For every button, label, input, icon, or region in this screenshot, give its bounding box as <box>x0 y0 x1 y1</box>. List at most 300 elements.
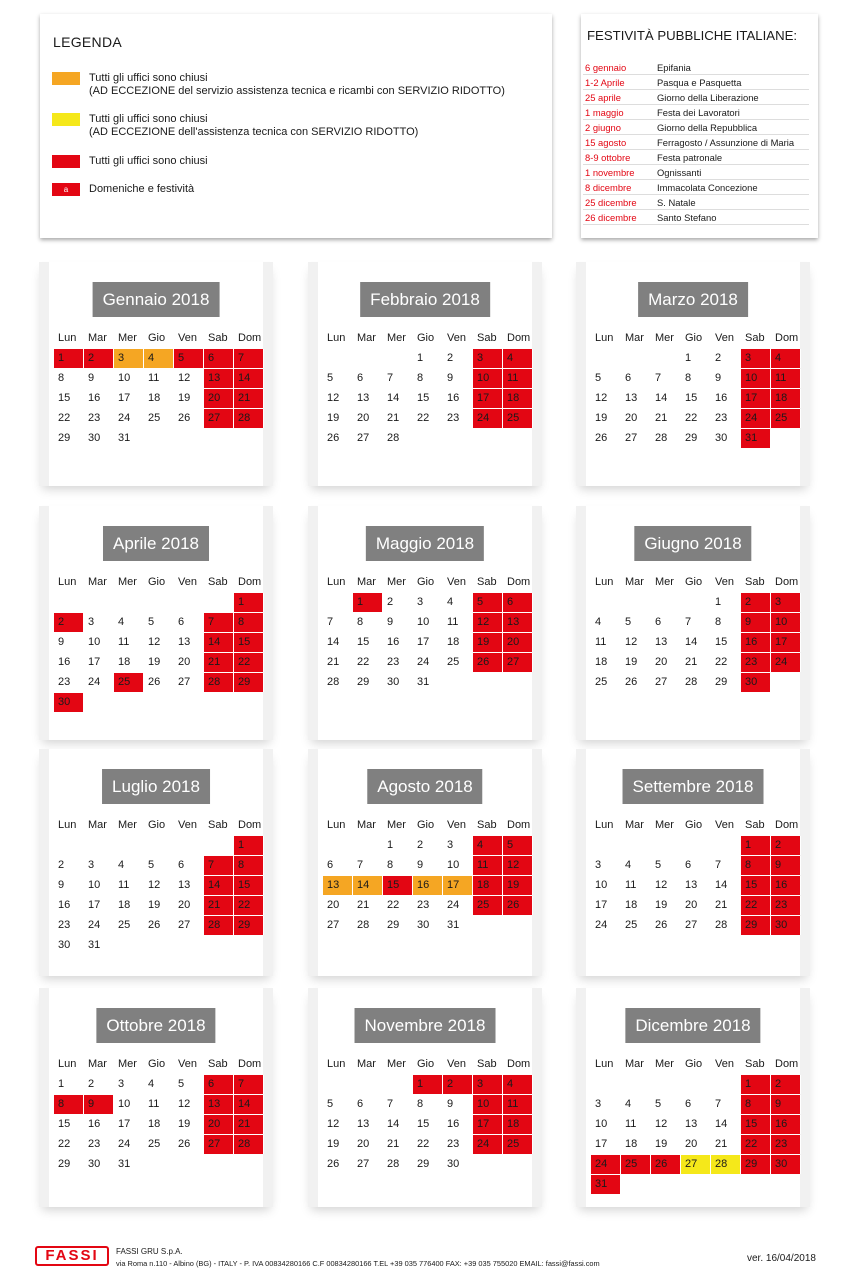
weekday-label: Mer <box>387 576 406 588</box>
holiday-date: 1 maggio <box>583 105 655 120</box>
day-cell: 1 <box>741 836 771 855</box>
month-card <box>39 749 273 976</box>
weekday-label: Lun <box>327 332 346 344</box>
holiday-date: 15 agosto <box>583 135 655 150</box>
day-cell: 17 <box>118 392 131 404</box>
weekday-label: Lun <box>58 1058 77 1070</box>
holiday-row <box>583 60 809 75</box>
day-cell: 26 <box>327 432 340 444</box>
day-cell: 18 <box>625 899 638 911</box>
day-cell: 2 <box>771 1075 801 1094</box>
weekday-header <box>323 1055 533 1075</box>
day-cell: 1 <box>685 352 692 364</box>
week-row <box>323 633 533 653</box>
day-cell: 25 <box>595 676 608 688</box>
day-cell: 24 <box>771 653 801 672</box>
holiday-row <box>583 195 809 210</box>
day-cell: 13 <box>685 1118 698 1130</box>
day-cell: 14 <box>234 369 264 388</box>
day-cell: 7 <box>387 372 394 384</box>
day-cell: 5 <box>148 859 155 871</box>
empty-day-cell <box>84 693 114 712</box>
empty-day-cell <box>443 673 473 692</box>
empty-day-cell <box>771 673 801 692</box>
day-cell: 28 <box>234 409 264 428</box>
day-cell: 8 <box>357 616 364 628</box>
day-cell: 1 <box>234 593 264 612</box>
legend-item-label: Domeniche e festività <box>89 183 195 195</box>
empty-day-cell <box>503 429 533 448</box>
empty-day-cell <box>681 593 711 612</box>
week-row <box>323 349 533 369</box>
day-cell: 7 <box>204 856 234 875</box>
day-cell: 19 <box>178 1118 191 1130</box>
week-row <box>591 1115 801 1135</box>
day-cell: 21 <box>357 899 370 911</box>
day-cell: 10 <box>771 613 801 632</box>
empty-day-cell <box>234 1155 264 1174</box>
holiday-name: Ferragosto / Assunzione di Maria <box>655 135 809 150</box>
weekday-label: Ven <box>447 332 466 344</box>
day-cell: 12 <box>148 636 161 648</box>
day-cell: 25 <box>625 919 638 931</box>
weekday-label: Mar <box>625 819 644 831</box>
month-days-grid <box>54 1055 264 1175</box>
week-row <box>591 876 801 896</box>
day-cell: 20 <box>357 412 370 424</box>
day-cell: 7 <box>204 613 234 632</box>
holiday-name: Immacolata Concezione <box>655 180 809 195</box>
weekday-label: Sab <box>208 332 228 344</box>
legend-item-label: Tutti gli uffici sono chiusi <box>89 113 208 125</box>
week-row <box>54 856 264 876</box>
empty-day-cell <box>621 1075 651 1094</box>
day-cell: 11 <box>148 372 160 384</box>
week-row <box>591 1135 801 1155</box>
day-cell: 19 <box>595 412 608 424</box>
empty-day-cell <box>771 1175 801 1194</box>
week-row <box>591 916 801 936</box>
weekday-label: Mer <box>655 819 674 831</box>
weekday-header <box>591 573 801 593</box>
holiday-row <box>583 105 809 120</box>
empty-day-cell <box>621 836 651 855</box>
day-cell: 4 <box>625 1098 632 1110</box>
day-cell: 13 <box>625 392 638 404</box>
day-cell: 3 <box>595 859 602 871</box>
day-cell: 9 <box>387 616 394 628</box>
day-cell: 12 <box>327 392 340 404</box>
day-cell: 4 <box>148 1078 155 1090</box>
day-cell: 19 <box>473 633 503 652</box>
weekday-label: Lun <box>595 819 614 831</box>
day-cell: 12 <box>655 1118 668 1130</box>
legend-item-label: Tutti gli uffici sono chiusi <box>89 72 208 84</box>
day-cell: 2 <box>387 596 394 608</box>
day-cell: 20 <box>503 633 533 652</box>
day-cell: 3 <box>417 596 424 608</box>
day-cell: 1 <box>54 349 84 368</box>
month-days-grid <box>54 816 264 956</box>
weekday-label: Mer <box>387 1058 406 1070</box>
week-row <box>323 593 533 613</box>
day-cell: 21 <box>715 899 728 911</box>
weekday-header <box>54 573 264 593</box>
month-days-grid <box>591 1055 801 1195</box>
holiday-name: Festa patronale <box>655 150 809 165</box>
day-cell: 11 <box>473 856 503 875</box>
day-cell: 15 <box>234 876 264 895</box>
legend-panel <box>40 14 552 238</box>
weekday-label: Lun <box>327 819 346 831</box>
empty-day-cell <box>54 836 84 855</box>
weekday-header <box>323 573 533 593</box>
day-cell: 14 <box>715 879 728 891</box>
day-cell: 12 <box>625 636 638 648</box>
legend-item-holiday <box>52 183 194 196</box>
day-cell: 18 <box>625 1138 638 1150</box>
weekday-header <box>54 1055 264 1075</box>
day-cell: 11 <box>595 636 607 648</box>
day-cell: 11 <box>148 1098 160 1110</box>
week-row <box>54 369 264 389</box>
month-title: Agosto 2018 <box>367 769 482 804</box>
week-row <box>323 1095 533 1115</box>
week-row <box>591 856 801 876</box>
day-cell: 17 <box>595 1138 608 1150</box>
month-days-grid <box>323 1055 533 1175</box>
day-cell: 27 <box>625 432 638 444</box>
legend-item-yellow <box>52 113 418 139</box>
empty-day-cell <box>651 1175 681 1194</box>
week-row <box>591 1095 801 1115</box>
day-cell: 24 <box>88 919 101 931</box>
day-cell: 28 <box>204 673 234 692</box>
weekday-label: Mer <box>118 1058 137 1070</box>
day-cell: 24 <box>447 899 460 911</box>
holiday-name: Santo Stefano <box>655 210 809 225</box>
day-cell: 29 <box>58 432 71 444</box>
month-title: Febbraio 2018 <box>360 282 490 317</box>
empty-day-cell <box>234 693 264 712</box>
empty-day-cell <box>711 836 741 855</box>
weekday-label: Mer <box>387 819 406 831</box>
weekday-header <box>323 816 533 836</box>
week-row <box>54 693 264 713</box>
empty-day-cell <box>473 673 503 692</box>
day-cell: 1 <box>387 839 394 851</box>
day-cell: 23 <box>771 896 801 915</box>
day-cell: 26 <box>327 1158 340 1170</box>
weekday-label: Gio <box>148 576 166 588</box>
empty-day-cell <box>591 1075 621 1094</box>
day-cell: 6 <box>204 1075 234 1094</box>
week-row <box>54 1095 264 1115</box>
weekday-label: Ven <box>178 1058 197 1070</box>
empty-day-cell <box>204 693 234 712</box>
holiday-row <box>583 75 809 90</box>
week-row <box>323 613 533 633</box>
day-cell: 21 <box>387 1138 400 1150</box>
weekday-label: Dom <box>775 819 799 831</box>
month-title: Novembre 2018 <box>355 1008 496 1043</box>
day-cell: 17 <box>473 389 503 408</box>
day-cell: 18 <box>148 392 161 404</box>
holidays-table <box>583 60 809 225</box>
day-cell: 8 <box>741 1095 771 1114</box>
day-cell: 27 <box>327 919 340 931</box>
week-row <box>54 613 264 633</box>
empty-day-cell <box>323 593 353 612</box>
week-row <box>591 633 801 653</box>
weekday-label: Sab <box>745 332 765 344</box>
empty-day-cell <box>741 1175 771 1194</box>
day-cell: 15 <box>741 1115 771 1134</box>
day-cell: 22 <box>357 656 370 668</box>
day-cell: 25 <box>621 1155 651 1174</box>
holiday-date: 6 gennaio <box>583 60 655 75</box>
week-row <box>54 409 264 429</box>
day-cell: 1 <box>58 1078 65 1090</box>
day-cell: 8 <box>234 856 264 875</box>
day-cell: 16 <box>771 876 801 895</box>
day-cell: 10 <box>88 879 101 891</box>
weekday-label: Sab <box>477 332 497 344</box>
day-cell: 5 <box>148 616 155 628</box>
day-cell: 7 <box>685 616 692 628</box>
weekday-label: Gio <box>685 332 703 344</box>
legend-item-note: (AD ECCEZIONE del servizio assistenza tecnica e ricambi con SERVIZIO RIDOTTO) <box>89 85 505 97</box>
holiday-name: S. Natale <box>655 195 809 210</box>
day-cell: 9 <box>771 856 801 875</box>
day-cell: 18 <box>118 656 131 668</box>
day-cell: 20 <box>204 389 234 408</box>
week-row <box>323 389 533 409</box>
day-cell: 12 <box>503 856 533 875</box>
day-cell: 10 <box>88 636 101 648</box>
weekday-label: Lun <box>595 332 614 344</box>
empty-day-cell <box>54 593 84 612</box>
empty-day-cell <box>234 936 264 955</box>
empty-day-cell <box>621 593 651 612</box>
day-cell: 8 <box>54 1095 84 1114</box>
weekday-label: Lun <box>58 576 77 588</box>
day-cell: 13 <box>178 636 191 648</box>
weekday-label: Gio <box>148 819 166 831</box>
weekday-header <box>591 1055 801 1075</box>
day-cell: 8 <box>58 372 65 384</box>
day-cell: 19 <box>327 1138 340 1150</box>
day-cell: 26 <box>651 1155 681 1174</box>
day-cell: 18 <box>473 876 503 895</box>
day-cell: 6 <box>327 859 334 871</box>
week-row <box>323 673 533 693</box>
day-cell: 30 <box>771 916 801 935</box>
day-cell: 7 <box>715 1098 722 1110</box>
empty-day-cell <box>323 836 353 855</box>
day-cell: 16 <box>715 392 728 404</box>
day-cell: 4 <box>473 836 503 855</box>
week-row <box>591 653 801 673</box>
weekday-label: Lun <box>58 819 77 831</box>
day-cell: 29 <box>357 676 370 688</box>
day-cell: 16 <box>387 636 400 648</box>
day-cell: 24 <box>118 412 131 424</box>
day-cell: 18 <box>447 636 460 648</box>
day-cell: 15 <box>741 876 771 895</box>
day-cell: 26 <box>178 1138 191 1150</box>
day-cell: 21 <box>685 656 698 668</box>
holiday-name: Pasqua e Pasquetta <box>655 75 809 90</box>
month-days-grid <box>323 329 533 449</box>
weekday-label: Mer <box>655 332 674 344</box>
day-cell: 14 <box>387 392 400 404</box>
day-cell: 27 <box>655 676 668 688</box>
week-row <box>591 673 801 693</box>
empty-day-cell <box>503 916 533 935</box>
empty-day-cell <box>114 936 144 955</box>
day-cell: 6 <box>685 1098 692 1110</box>
day-cell: 13 <box>655 636 668 648</box>
day-cell: 30 <box>88 1158 101 1170</box>
empty-day-cell <box>681 1075 711 1094</box>
empty-day-cell <box>114 836 144 855</box>
weekday-label: Gio <box>148 1058 166 1070</box>
day-cell: 15 <box>234 633 264 652</box>
day-cell: 22 <box>417 1138 430 1150</box>
weekday-label: Sab <box>477 576 497 588</box>
month-card <box>576 262 810 486</box>
day-cell: 1 <box>741 1075 771 1094</box>
weekday-header <box>591 816 801 836</box>
red-swatch <box>52 155 80 168</box>
empty-day-cell <box>711 1075 741 1094</box>
week-row <box>54 389 264 409</box>
weekday-label: Sab <box>477 1058 497 1070</box>
empty-day-cell <box>651 593 681 612</box>
day-cell: 22 <box>741 1135 771 1154</box>
empty-day-cell <box>323 349 353 368</box>
month-days-grid <box>54 573 264 713</box>
day-cell: 14 <box>685 636 698 648</box>
day-cell: 18 <box>118 899 131 911</box>
day-cell: 26 <box>473 653 503 672</box>
legend-item-red <box>52 155 208 168</box>
day-cell: 21 <box>234 1115 264 1134</box>
weekday-label: Mar <box>88 576 107 588</box>
day-cell: 7 <box>234 349 264 368</box>
day-cell: 18 <box>771 389 801 408</box>
holiday-row <box>583 90 809 105</box>
empty-day-cell <box>503 673 533 692</box>
weekday-label: Mar <box>357 332 376 344</box>
day-cell: 12 <box>148 879 161 891</box>
day-cell: 28 <box>357 919 370 931</box>
day-cell: 27 <box>681 1155 711 1174</box>
day-cell: 27 <box>357 432 370 444</box>
day-cell: 25 <box>114 673 144 692</box>
footer-address: via Roma n.110 - Albino (BG) - ITALY - P. IVA 00834280166 C.F 00834280166 T.EL +39 035 776400 FAX: +39 035 755020 EMAIL: fassi@fassi.com <box>116 1259 600 1268</box>
empty-day-cell <box>174 429 204 448</box>
week-row <box>323 1155 533 1175</box>
month-days-grid <box>591 816 801 936</box>
empty-day-cell <box>681 836 711 855</box>
week-row <box>54 653 264 673</box>
day-cell: 2 <box>88 1078 95 1090</box>
yellow-swatch <box>52 113 80 126</box>
day-cell: 3 <box>771 593 801 612</box>
day-cell: 26 <box>178 412 191 424</box>
weekday-label: Gio <box>685 819 703 831</box>
day-cell: 29 <box>685 432 698 444</box>
empty-day-cell <box>144 1155 174 1174</box>
day-cell: 4 <box>118 616 125 628</box>
week-row <box>591 836 801 856</box>
day-cell: 18 <box>503 389 533 408</box>
day-cell: 25 <box>447 656 460 668</box>
weekday-label: Dom <box>775 332 799 344</box>
week-row <box>591 1075 801 1095</box>
weekday-label: Dom <box>507 819 531 831</box>
day-cell: 6 <box>178 616 185 628</box>
empty-day-cell <box>591 836 621 855</box>
legend-item-note: (AD ECCEZIONE dell'assistenza tecnica con SERVIZIO RIDOTTO) <box>89 126 419 138</box>
month-title: Maggio 2018 <box>366 526 484 561</box>
weekday-label: Dom <box>507 1058 531 1070</box>
day-cell: 19 <box>655 1138 668 1150</box>
day-cell: 28 <box>711 1155 741 1174</box>
month-days-grid <box>591 573 801 693</box>
holiday-row <box>583 150 809 165</box>
week-row <box>323 1135 533 1155</box>
holiday-name: Giorno della Liberazione <box>655 90 809 105</box>
day-cell: 11 <box>118 636 130 648</box>
day-cell: 21 <box>204 653 234 672</box>
weekday-label: Dom <box>238 576 262 588</box>
day-cell: 7 <box>715 859 722 871</box>
empty-day-cell <box>473 429 503 448</box>
month-card <box>39 988 273 1207</box>
day-cell: 11 <box>118 879 130 891</box>
empty-day-cell <box>353 349 383 368</box>
weekday-label: Gio <box>417 576 435 588</box>
legend-title: LEGENDA <box>53 34 123 50</box>
day-cell: 26 <box>503 896 533 915</box>
day-cell: 9 <box>447 1098 454 1110</box>
weekday-label: Mer <box>118 332 137 344</box>
month-days-grid <box>591 329 801 449</box>
day-cell: 30 <box>54 693 84 712</box>
day-cell: 20 <box>685 1138 698 1150</box>
week-row <box>54 1135 264 1155</box>
week-row <box>591 593 801 613</box>
weekday-label: Ven <box>715 819 734 831</box>
day-cell: 16 <box>741 633 771 652</box>
month-title: Giugno 2018 <box>634 526 751 561</box>
weekday-label: Ven <box>447 576 466 588</box>
day-cell: 14 <box>234 1095 264 1114</box>
day-cell: 30 <box>447 1158 460 1170</box>
day-cell: 2 <box>771 836 801 855</box>
day-cell: 19 <box>655 899 668 911</box>
day-cell: 6 <box>357 1098 364 1110</box>
day-cell: 13 <box>685 879 698 891</box>
holidays-panel <box>581 14 818 238</box>
day-cell: 1 <box>417 352 424 364</box>
weekday-label: Mer <box>387 332 406 344</box>
weekday-label: Ven <box>178 576 197 588</box>
holiday-date: 25 dicembre <box>583 195 655 210</box>
